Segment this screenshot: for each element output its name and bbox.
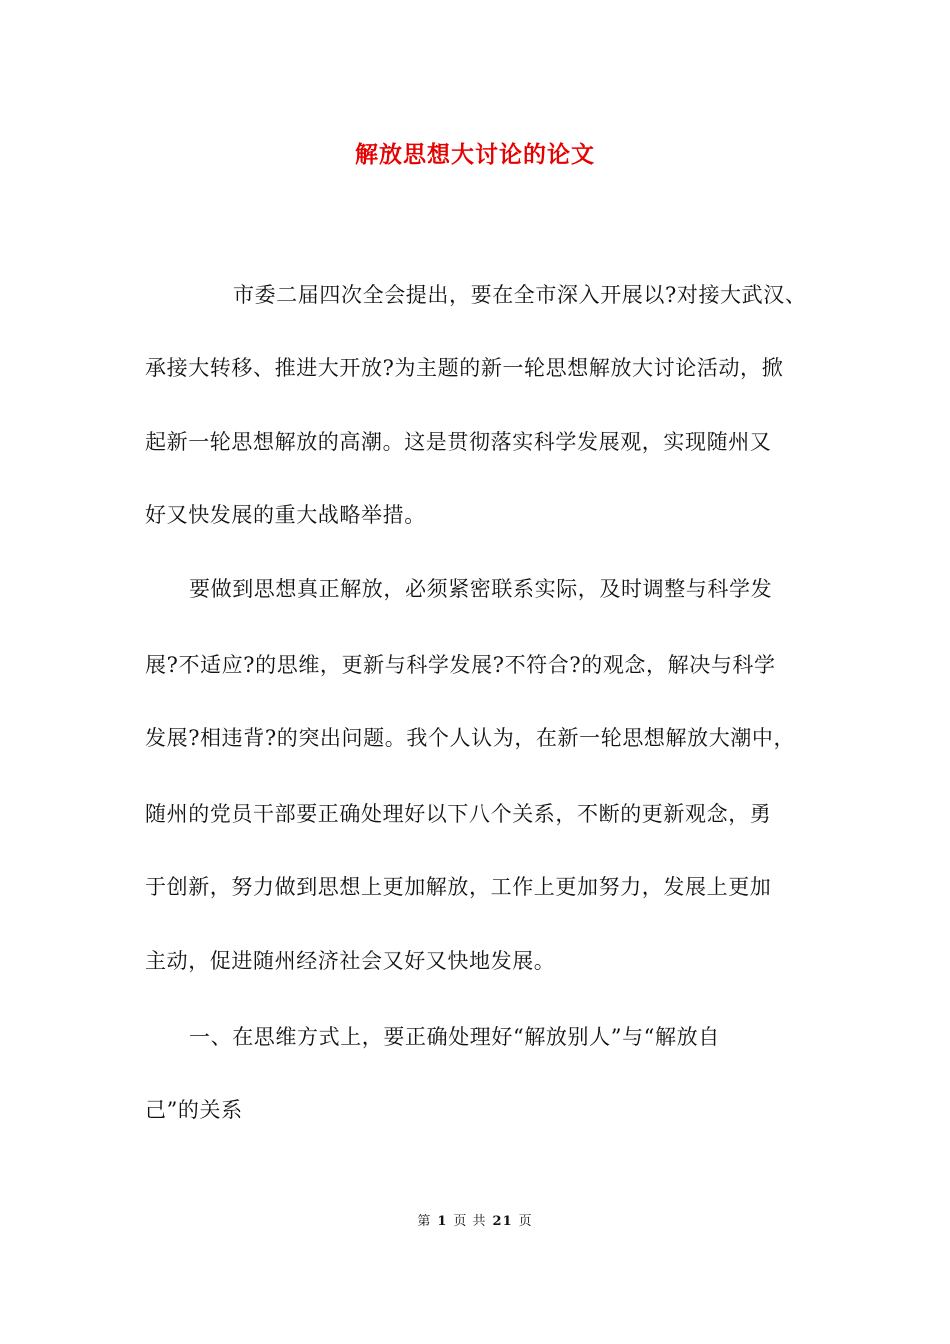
- paragraph-1-line-2: 承接大转移、推进大开放?为主题的新一轮思想解放大讨论活动，掀: [145, 356, 784, 380]
- footer-total-pages: 21: [492, 1214, 513, 1229]
- section-heading-1-line-1: 一、在思维方式上，要正确处理好“解放别人”与“解放自: [189, 1025, 720, 1049]
- page-footer: [0, 1210, 950, 1229]
- paragraph-1-line-1: 市委二届四次全会提出，要在全市深入开展以?对接大武汉、: [233, 283, 807, 307]
- paragraph-2-line-1: 要做到思想真正解放，必须紧密联系实际，及时调整与科学发: [189, 577, 773, 601]
- footer-page-number: 1: [437, 1214, 448, 1229]
- footer-prefix: 第: [417, 1214, 432, 1229]
- paragraph-2-line-6: 主动，促进随州经济社会又好又快地发展。: [145, 949, 556, 973]
- paragraph-2-line-2: 展?不适应?的思维，更新与科学发展?不符合?的观念，解决与科学: [145, 653, 776, 677]
- paragraph-2-line-5: 于创新，努力做到思想上更加解放，工作上更加努力，发展上更加: [145, 875, 772, 899]
- footer-mid: 页 共: [453, 1214, 487, 1229]
- section-heading-1-line-2: 己”的关系: [145, 1098, 243, 1122]
- paragraph-2-line-4: 随州的党员干部要正确处理好以下八个关系，不断的更新观念，勇: [145, 802, 772, 826]
- footer-suffix: 页: [518, 1214, 533, 1229]
- paragraph-2-line-3: 发展?相违背?的突出问题。我个人认为，在新一轮思想解放大潮中，: [145, 726, 796, 750]
- paragraph-1-line-3: 起新一轮思想解放的高潮。这是贯彻落实科学发展观，实现随州又: [145, 430, 772, 454]
- document-title: 解放思想大讨论的论文: [355, 141, 595, 168]
- paragraph-1-line-4: 好又快发展的重大战略举措。: [145, 503, 426, 527]
